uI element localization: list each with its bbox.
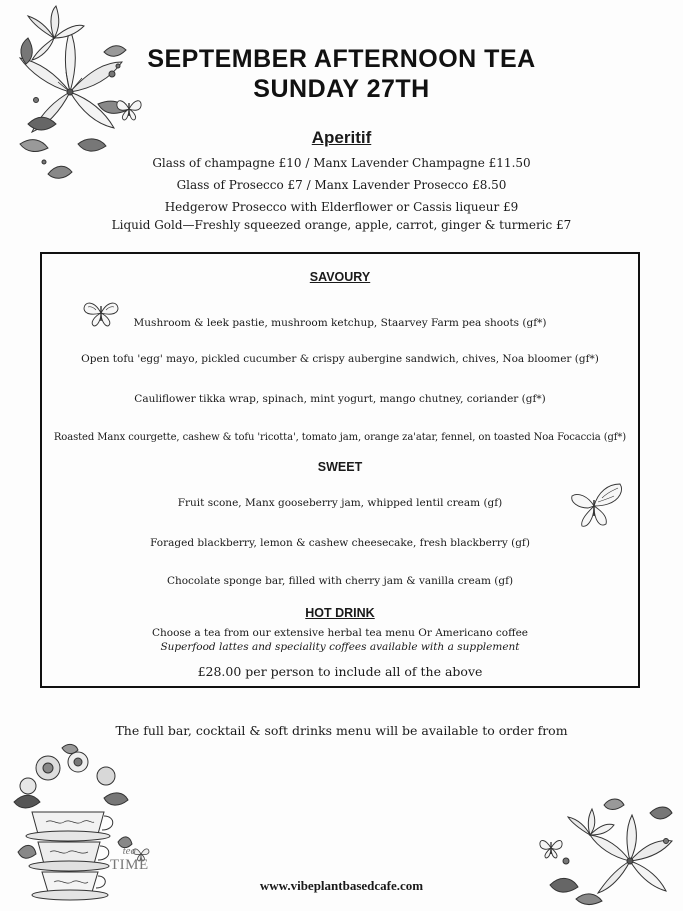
tea-time-logo: [110, 845, 149, 873]
sweet-item: Chocolate sponge bar, filled with cherry jam & vanilla cream (gf): [166, 575, 514, 587]
aperitif-item: Liquid Gold—Freshly squeezed orange, apple, carrot, ginger & turmeric £7: [111, 218, 572, 232]
aperitif-item: Glass of Prosecco £7 / Manx Lavender Prosecco £8.50: [176, 178, 507, 192]
savoury-item: Mushroom & leek pastie, mushroom ketchup, Staarvey Farm pea shoots (gf*): [133, 317, 547, 329]
butterfly-icon: [538, 836, 564, 860]
menu-title: SEPTEMBER AFTERNOON TEA: [147, 45, 536, 73]
sweet-heading: SWEET: [317, 460, 363, 474]
sweet-item: Foraged blackberry, lemon & cashew cheesecake, fresh blackberry (gf): [150, 537, 530, 549]
website-link[interactable]: www.vibeplantbasedcafe.com: [259, 878, 424, 893]
hot-drink-heading: HOT DRINK: [305, 606, 375, 620]
menu-subtitle-date: SUNDAY 27TH: [253, 75, 430, 103]
savoury-item: Roasted Manx courgette, cashew & tofu 'ricotta', tomato jam, orange za'atar, fennel, on toasted Noa Focaccia (gf*): [53, 432, 627, 443]
savoury-heading: SAVOURY: [309, 270, 371, 284]
price-per-person: £28.00 per person to include all of the above: [197, 664, 483, 679]
hot-drink-supplement-note: Superfood lattes and speciality coffees available with a supplement: [160, 641, 520, 653]
tea-time-logo-time: TIME: [110, 857, 149, 873]
aperitif-item: Hedgerow Prosecco with Elderflower or Cassis liqueur £9: [164, 200, 519, 214]
savoury-item: Open tofu 'egg' mayo, pickled cucumber & crispy aubergine sandwich, chives, Noa bloomer (gf*): [81, 353, 599, 365]
savoury-item: Cauliflower tikka wrap, spinach, mint yogurt, mango chutney, coriander (gf*): [134, 393, 546, 405]
bar-menu-note: The full bar, cocktail & soft drinks menu will be available to order from: [115, 723, 568, 738]
hot-drink-description: Choose a tea from our extensive herbal tea menu Or Americano coffee: [151, 627, 529, 639]
aperitif-item: Glass of champagne £10 / Manx Lavender Champagne £11.50: [152, 156, 531, 170]
sweet-item: Fruit scone, Manx gooseberry jam, whipped lentil cream (gf): [177, 497, 503, 509]
tea-time-logo-tea: tea: [122, 845, 137, 857]
afternoon-tea-menu-box: [40, 252, 640, 688]
aperitif-heading: Aperitif: [311, 128, 372, 147]
